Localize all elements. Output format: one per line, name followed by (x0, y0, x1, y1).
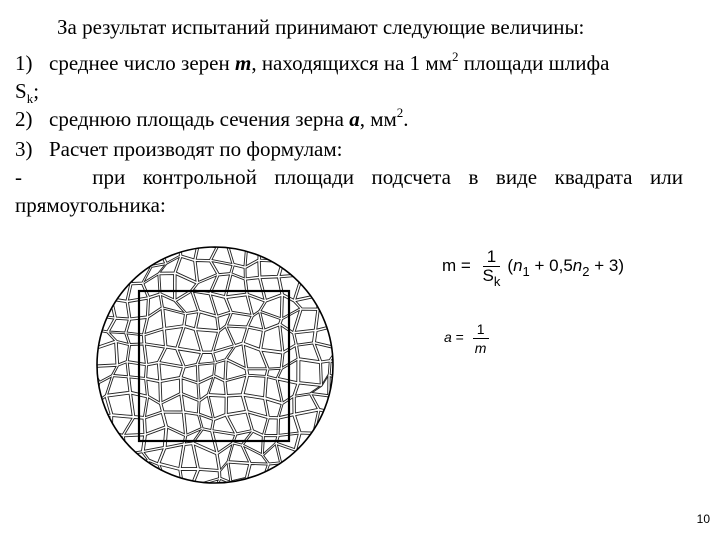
grain-cell (244, 376, 265, 396)
grain-cell (97, 245, 109, 264)
grain-cell (161, 379, 180, 402)
grain-cell (197, 313, 218, 330)
grain-cell (125, 419, 144, 435)
grain-cell (263, 481, 283, 485)
grain-cell (113, 417, 133, 435)
grain-cell (297, 446, 320, 470)
grain-cell (228, 313, 251, 326)
grain-cell (244, 328, 262, 348)
item-2-line: 2) среднюю площадь сечения зерна a, $мм^2$. (15, 105, 409, 131)
grain-cell (166, 328, 183, 348)
grain-cell (95, 277, 113, 298)
grain-cell (296, 462, 319, 482)
grain-cell (109, 245, 126, 247)
item-4-line: - при контрольной площади подсчета в виде квадрата или (15, 165, 684, 189)
grain-cell (176, 258, 196, 282)
grain-cell (129, 299, 148, 318)
grain-cell (95, 448, 116, 468)
grain-cell (131, 462, 148, 485)
grain-cell (227, 327, 246, 344)
formula-m-fraction: $\frac{1}{S_k}$ (482, 247, 501, 289)
grain-cell (95, 384, 98, 402)
grain-cell (129, 245, 150, 266)
formula-m: m = $\frac{1}{S_k}$ $(n_1 + 0,5n_2 + 3)$ (442, 247, 624, 289)
grain-cell (248, 370, 267, 376)
grain-cell (296, 481, 315, 485)
grain-cell (319, 297, 335, 312)
formula-a: a = $\frac{1}{m}$ (444, 320, 493, 357)
grain-cell (95, 417, 110, 432)
grain-cell (278, 380, 296, 402)
grain-cell (95, 448, 96, 468)
grain-cell (147, 364, 159, 380)
grain-cell (331, 450, 335, 470)
grain-cell (260, 261, 281, 276)
grain-cell (114, 363, 128, 376)
grain-cell (95, 433, 112, 453)
grain-micrograph (95, 245, 335, 485)
grain-cell (95, 465, 116, 485)
grain-cell (162, 395, 182, 411)
grain-cell (280, 464, 295, 478)
grain-cell (280, 276, 301, 299)
grain-cell (268, 369, 281, 378)
grain-cell (315, 480, 335, 485)
grain-cell (316, 245, 333, 248)
grain-cell (95, 245, 97, 257)
grain-cell (144, 429, 164, 451)
grain-cell (279, 398, 293, 417)
grain-cell (314, 274, 335, 296)
grain-cell (181, 470, 196, 485)
grain-cell (315, 433, 329, 448)
grain-cell (333, 480, 335, 485)
grain-cell (244, 396, 267, 415)
grain-cell (228, 413, 251, 433)
grain-cell (166, 428, 184, 446)
grain-cell (277, 445, 295, 469)
grain-cell (161, 245, 180, 248)
grain-cell (115, 448, 133, 467)
grain-cell (199, 353, 215, 363)
grain-cell (145, 345, 164, 363)
grain-cell (125, 245, 145, 249)
grain-cell (312, 395, 330, 411)
grain-cell (126, 482, 149, 485)
grain-cell (296, 245, 315, 267)
grain-cell (229, 463, 249, 481)
intro-line: За результат испытаний принимают следующие величины: (57, 15, 585, 39)
item-4-continuation: прямоугольника: (15, 193, 166, 217)
grain-cell (227, 275, 246, 296)
grain-cell (143, 251, 165, 265)
grain-cell (244, 432, 263, 453)
item-1-line: 1) среднее число зерен m, находящихся на 1 $мм^2$ площади шлифа (15, 49, 610, 75)
grain-cell (316, 327, 336, 347)
grain-cell (249, 413, 268, 434)
page-number: 10 (696, 512, 710, 526)
grain-cell (213, 416, 234, 433)
item-1-continuation: $S_k$; (15, 79, 40, 106)
grain-cell (214, 328, 233, 351)
grain-cell (283, 297, 300, 318)
grain-cell (266, 400, 281, 417)
grain-cell (160, 275, 174, 299)
grain-cell (317, 246, 333, 265)
grain-cell (333, 245, 335, 248)
grain-cell (261, 278, 281, 299)
grain-cell (249, 313, 263, 329)
grain-cell (160, 364, 182, 380)
grain-cell (112, 434, 124, 453)
grain-cell (221, 464, 230, 482)
grain-cell (95, 468, 96, 484)
grain-cell (296, 275, 317, 300)
grain-cell (185, 313, 198, 328)
grain-cell (149, 296, 162, 316)
grain-cell (229, 444, 249, 462)
grain-cell (329, 429, 335, 448)
grain-cell (111, 482, 128, 485)
grain-cell (127, 319, 146, 334)
grain-cell (227, 396, 245, 413)
grain-cell (280, 481, 296, 486)
grain-cell (313, 263, 333, 273)
item-3-line: 3) Расчет производят по формулам: (15, 137, 343, 161)
grain-cell (95, 259, 96, 275)
grain-cell (114, 465, 132, 485)
grain-cell (296, 267, 315, 274)
grain-cell (109, 245, 131, 266)
grain-cell (212, 275, 230, 296)
grain-cell (284, 245, 303, 266)
grain-cell (246, 262, 258, 278)
grain-cell (295, 332, 314, 344)
grain-cell (332, 465, 335, 478)
grain-cell (111, 267, 132, 283)
grain-cell (95, 259, 113, 280)
grain-cell (227, 296, 251, 314)
grain-cell (261, 245, 283, 246)
grain-cell (181, 445, 196, 468)
grain-cell (333, 246, 335, 264)
grain-cell (262, 326, 282, 351)
grain-cell (331, 308, 335, 325)
grain-cell (315, 461, 330, 481)
grain-cell (300, 361, 320, 384)
grain-cell (248, 480, 262, 485)
grain-cell (128, 284, 147, 300)
grain-cell (331, 299, 335, 312)
grain-cell (117, 343, 128, 364)
grain-cell (108, 394, 132, 415)
grain-cell (128, 363, 145, 377)
grain-cell (127, 334, 143, 344)
formula-a-fraction: $\frac{1}{m}$ (471, 320, 491, 357)
grain-cell (145, 310, 163, 334)
grain-cell (95, 245, 110, 247)
grain-cell (264, 445, 280, 463)
grain-cell (330, 397, 335, 413)
grain-cell (128, 345, 145, 363)
grain-cell (142, 245, 159, 249)
grain-cell (319, 446, 330, 463)
grain-cell (215, 361, 225, 379)
grain-cell (329, 414, 335, 430)
